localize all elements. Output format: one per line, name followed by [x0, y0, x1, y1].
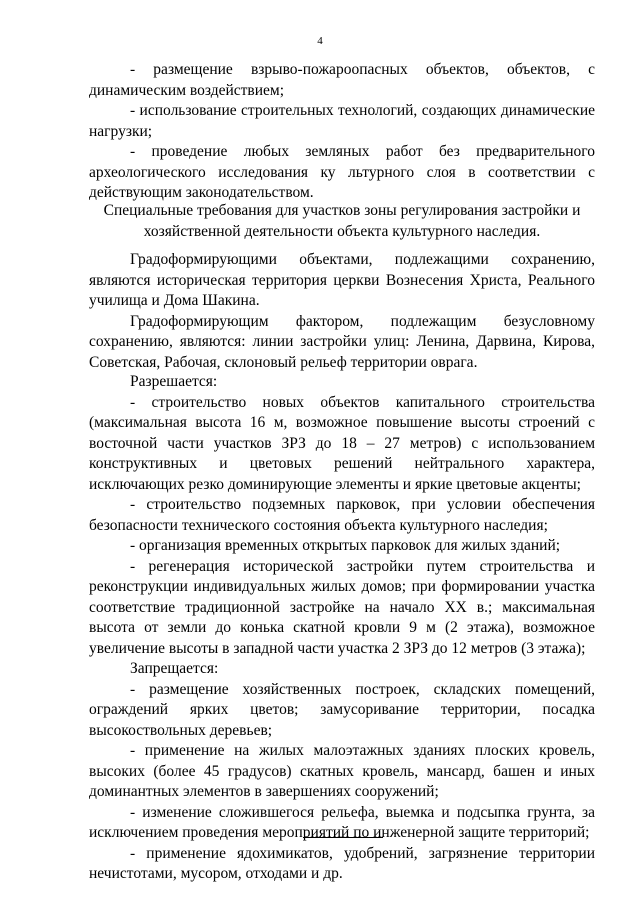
paragraph: Градоформирующими объектами, подлежащими сохранению, являются историческая территория церкви Вознесения Христа, Реального училища и Дома Шакина. [89, 251, 595, 309]
forbidden-item: - применение ядохимикатов, удобрений, загрязнение территории нечистотами, мусором, отходами и др. [89, 844, 595, 882]
section-title-block [89, 201, 595, 242]
footer-rule [303, 837, 383, 838]
forbidden-item: - изменение сложившегося рельефа, выемка и подсыпка грунта, за исключением проведения мероприятий по инженерной защите территорий; [89, 803, 595, 841]
allowed-item: - регенерация исторической застройки путем строительства и реконструкции индивидуальных жилых домов; при формировании участка соответствие традиционной застройке на начало XX в.; максимальная высота от земли до конька скатной кровли 9 м (2 этажа), возможное увеличение высоты в западной части участка 2 ЗРЗ до 12 метров (3 этажа); [89, 557, 595, 657]
block-restrictions [89, 60, 595, 204]
page-number: 4 [317, 35, 323, 47]
forbidden-heading: Запрещается: [130, 660, 219, 677]
forbidden-item: - размещение хозяйственных построек, складских помещений, ограждений ярких цветов; замусоривание территории, посадка высокоствольных деревьев; [89, 680, 595, 739]
section-title: Специальные требования для участков зоны регулирования застройки и хозяйственной деятельности объекта культурного наследия. [103, 202, 581, 240]
paragraph: - проведение любых земляных работ без предварительного археологического исследования ку льтурного слоя в соответствии с действующим законодательством. [89, 143, 595, 201]
paragraph: - размещение взрыво-пожароопасных объектов, объектов, с динамическим воздействием; [89, 61, 595, 99]
allowed-item: - строительство подземных парковок, при условии обеспечения безопасности технического состояния объекта культурного наследия; [89, 496, 595, 534]
allowed-item: - строительство новых объектов капитального строительства (максимальная высота 16 м, возможное повышение высоты строений с восточной части участков ЗРЗ до 18 – 27 метров) с использованием конструктивных и цветовых решений нейтрального характера, исключающих резко доминирующие элементы и яркие цветовые акценты; [89, 393, 595, 493]
allowed-heading: Разрешается: [130, 373, 218, 390]
paragraph: Градоформирующим фактором, подлежащим безусловному сохранению, являются: линии застройки улиц: Ленина, Дарвина, Кирова, Советская, Рабочая, склоновый рельеф территории оврага. [89, 312, 595, 371]
allowed-item: - организация временных открытых парковок для жилых зданий; [130, 537, 561, 554]
block-objects [89, 250, 595, 373]
paragraph: - использование строительных технологий, создающих динамические нагрузки; [89, 102, 595, 140]
block-allowed-forbidden [89, 372, 595, 885]
forbidden-item: - применение на жилых малоэтажных зданиях плоских кровель, высоких (более 45 градусов) скатных кровель, мансард, башен и иных доминантных элементов в завершениях сооружений; [89, 742, 595, 800]
